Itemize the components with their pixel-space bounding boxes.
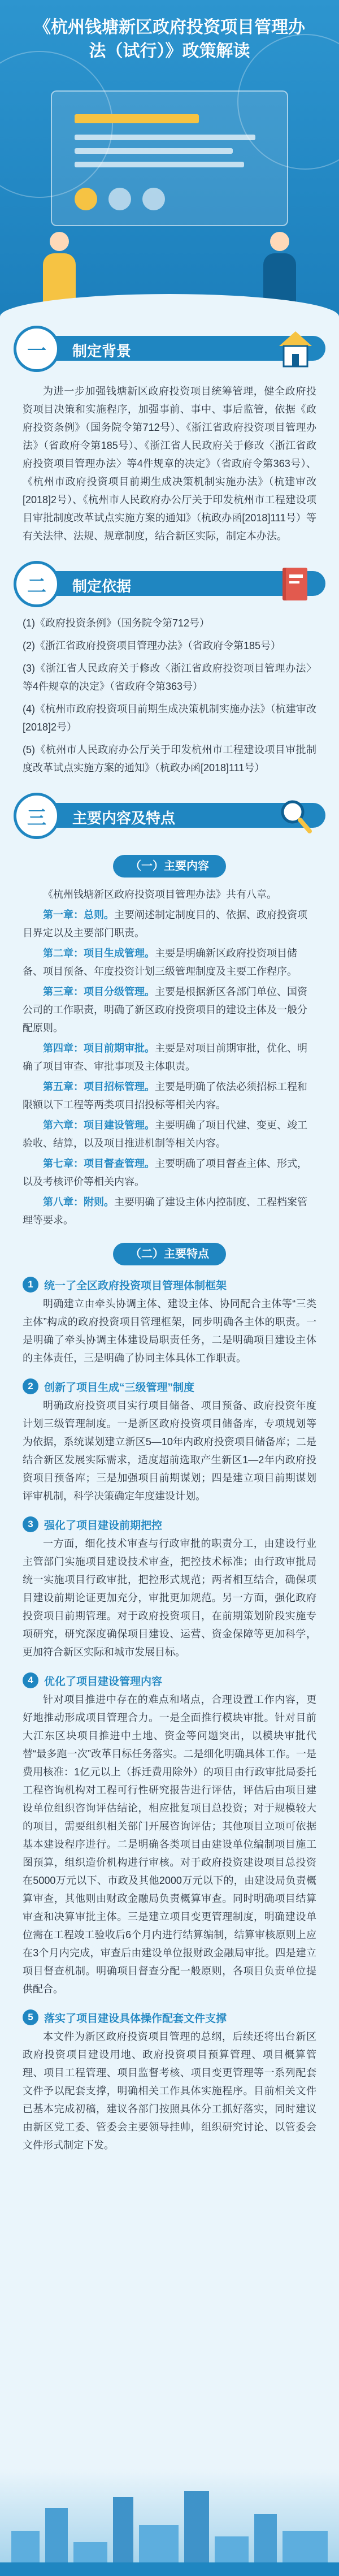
feature-number: 5	[23, 2009, 38, 2025]
chapter-text: 主要是根据新区各部门单位、国资公司的工作职责，明确了新区政府投资项目的建设主体及一般分配原则。	[23, 986, 307, 1034]
chapter-name: 第八章：附则。	[43, 1196, 114, 1208]
section-heading-content	[14, 789, 325, 841]
book-icon	[276, 563, 315, 605]
feature-title: 优化了项目建设管理内容	[44, 1675, 163, 1688]
feature-item	[0, 1277, 339, 1367]
chapter-name: 第七章：项目督查管理。	[43, 1158, 155, 1169]
chapter-item	[23, 1116, 316, 1152]
feature-number: 2	[23, 1378, 38, 1394]
footer-band	[0, 2562, 339, 2576]
feature-item	[0, 1378, 339, 1505]
feature-text: 本文件为新区政府投资项目管理的总纲，后续还将出台新区政府投资项目建设用地、政府投资项目预算管理、项目概算管理、项目工程管理、项目监督考核、项目变更管理等一系列配套文件予以配套支撑，明确相关工作具体实施程序。目前相关文件已基本完成初稿，建议各部门按照具体分工抓好落实，同时建议由新区党工委、管委会主要领导挂帅，组织研究讨论、以管委会文件形式制定下发。	[23, 2031, 316, 2151]
feature-title: 统一了全区政府投资项目管理体制框架	[44, 1280, 227, 1292]
basis-item: (5)《杭州市人民政府办公厅关于印发杭州市工程建设项目审批制度改革试点实施方案的通知》（杭政办函[2018]111号）	[23, 744, 316, 773]
content-intro: 《杭州钱塘新区政府投资项目管理办法》共有八章。	[43, 889, 277, 900]
feature-title: 落实了项目建设具体操作配套文件支撑	[44, 2012, 227, 2025]
chapter-item	[23, 983, 316, 1037]
hero-doc-line	[75, 148, 233, 154]
chapter-text: 主要是明确新区政府投资项目储备、项目预备、年度投资计划三级管理制度及主要工作程序。	[23, 948, 297, 977]
hero-doc-line	[75, 114, 199, 123]
hero-banner	[0, 0, 339, 317]
feature-number: 4	[23, 1672, 38, 1688]
hero-badge	[108, 188, 131, 210]
page-title: 《杭州钱塘新区政府投资项目管理办法（试行）》政策解读	[34, 18, 305, 60]
section-title: 制定背景	[72, 343, 132, 360]
section-number: 二	[14, 561, 60, 607]
feature-number: 3	[23, 1516, 38, 1532]
basis-item: (4)《杭州市政府投资项目前期生成决策机制实施办法》（杭建审改[2018]2号）	[23, 703, 316, 733]
chapter-text: 主要是对项目前期审批，优化、明确了项目审查、审批事项及主体职责。	[23, 1043, 307, 1072]
magnifier-icon	[276, 795, 315, 837]
basis-item: (2)《浙江省政府投资项目管理办法》（省政府令第185号）	[23, 640, 281, 651]
subsection-label-content: （一）主要内容	[113, 855, 226, 878]
chapter-text: 主要明确了建设主体内控制度、工程档案管理等要求。	[23, 1196, 307, 1226]
section-heading-basis	[14, 557, 325, 610]
feature-list	[0, 1277, 339, 2154]
hero-doc-line	[75, 135, 255, 140]
feature-number: 1	[23, 1277, 38, 1293]
chapter-name: 第三章：项目分级管理。	[43, 986, 155, 997]
section-title: 制定依据	[72, 578, 132, 595]
feature-title: 强化了项目建设前期把控	[44, 1519, 163, 1532]
hero-badge	[142, 188, 165, 210]
feature-text: 一方面，细化技术审查与行政审批的职责分工，由建设行业主管部门实施项目建设技术审查，把控技术标准；由行政审批局统一实施项目行政审批，把控形式规范；两者相互结合，确保项目建设前期论证更加充分，审批更加规范。另一方面，强化政府投资项目前期管理。对于政府投资项目，在前期策划阶段实施专项研究，研究深度确保项目建设、运营、资金保障等更加科学，更加符合新区实际和城市发展目标。	[23, 1538, 316, 1658]
background-paragraph: 为进一步加强钱塘新区政府投资项目统筹管理，健全政府投资项目决策和实施程序，加强事前、事中、事后监管，依据《政府投资条例》（国务院令第712号）、《浙江省政府投资项目管理办法》（省政府令第185号）、《浙江省人民政府关于修改〈浙江省政府投资项目管理办法〉等4件规章的决定》（省政府令第363号）、《杭州市政府投资项目前期生成决策机制实施办法》（杭建审改[2018]2号）、《杭州市人民政府办公厅关于印发杭州市工程建设项目审批制度改革试点实施方案的通知》（杭政办函[2018]111号）等有关法律、法规、规章制度，结合新区实际，制定本办法。	[23, 386, 316, 542]
section-number: 三	[14, 793, 60, 839]
chapter-item	[23, 944, 316, 980]
chapter-item	[23, 1155, 316, 1191]
chapter-text: 主要阐述制定制度目的、依据、政府投资项目界定以及主要部门职责。	[23, 909, 307, 939]
feature-item	[0, 2009, 339, 2154]
feature-text: 针对项目推进中存在的难点和堵点，合理设置工作内容，更好地推动形成项目管理合力。一是全面推行模块审批。针对目前大江东区块项目推进中土地、资金等问题突出，以模块审批代替“最多跑一次”改革目标任务落实。二是细化明确具体工作。一是费用核准：1亿元以上（拆迁费用除外）的项目由行政审批局委托工程咨询机构对工程可行性研究报告进行评估，评估后由项目建设单位组织咨询评估结论，相应批复项目总投资；对于规模较大的项目，需要组织相关部门开展咨询评估；其他项目立项可依据基本建设程序进行。二是明确各类项目由建设单位编制项目施工图预算，组织造价机构进行审核。对于政府投资建设项目总投资在5000万元以下、市政及其他2000万元以下的，由建设局负责概算审查，其他则由财政金融局负责概算审查。同时明确项目结算审查和决算审批主体。三是建立项目变更管理制度，明确建设单位需在工程竣工验收后6个月内进行结算编制，结算审核原则上应在3个月内完成，审查后由建设单位报财政金融局审批。四是建立项目督查机制。明确项目督查分配一般原则，各项目负责单位提供配合。	[23, 1694, 316, 1995]
house-icon	[276, 328, 315, 370]
chapter-list	[0, 906, 339, 1229]
chapter-text: 主要明确了项目代建、变更、竣工验收、结算，以及项目推进机制等相关内容。	[23, 1120, 307, 1149]
chapter-name: 第四章：项目前期审批。	[43, 1043, 155, 1054]
feature-item	[0, 1672, 339, 1998]
section-title: 主要内容及特点	[72, 810, 176, 827]
subsection-label-features: （二）主要特点	[113, 1243, 226, 1265]
hero-document-illustration	[51, 90, 288, 226]
chapter-name: 第六章：项目建设管理。	[43, 1120, 155, 1131]
basis-list	[0, 614, 339, 777]
hero-doc-line	[75, 162, 244, 167]
chapter-item	[23, 1078, 316, 1114]
footer-skyline	[0, 2469, 339, 2576]
chapter-name: 第一章：总则。	[43, 909, 114, 920]
chapter-item	[23, 906, 316, 942]
chapter-item	[23, 1193, 316, 1229]
feature-text: 明确建立由牵头协调主体、建设主体、协同配合主体等“三类主体”构成的政府投资项目管理框架，同步明确各主体的职责。一是明确了牵头协调主体建设局职责任务，二是明确项目建设主体的主体责任，三是明确了协同主体具体工作职责。	[23, 1298, 316, 1364]
section-heading-background	[14, 322, 325, 374]
section-number: 一	[14, 326, 60, 372]
chapter-text: 主要明确了项目督查主体、形式，以及考核评价等相关内容。	[23, 1158, 307, 1187]
hero-badge	[75, 188, 97, 210]
basis-item: (1)《政府投资条例》（国务院令第712号）	[23, 617, 210, 629]
feature-item	[0, 1516, 339, 1661]
feature-title: 创新了项目生成“三级管理”制度	[44, 1381, 195, 1394]
chapter-name: 第五章：项目招标管理。	[43, 1081, 155, 1092]
chapter-item	[23, 1039, 316, 1075]
feature-text: 明确政府投资项目实行项目储备、项目预备、政府投资年度计划三级管理制度。一是新区政府投资项目储备库，专项规划等为依据，系统谋划建立新区5—10年内政府投资项目储备库；二是结合新区发展实际需求，适度超前选取产生新区1—2年内政府投资项目预备库；三是加强项目前期谋划；四是建立项目前期谋划评审机制，科学决策确定年度建设计划。	[23, 1400, 316, 1502]
chapter-text: 主要是明确了依法必须招标工程和限额以下工程等两类项目招投标等相关内容。	[23, 1081, 307, 1110]
chapter-name: 第二章：项目生成管理。	[43, 948, 155, 959]
basis-item: (3)《浙江省人民政府关于修改〈浙江省政府投资项目管理办法〉等4件规章的决定》（省政府令第363号）	[23, 663, 316, 692]
